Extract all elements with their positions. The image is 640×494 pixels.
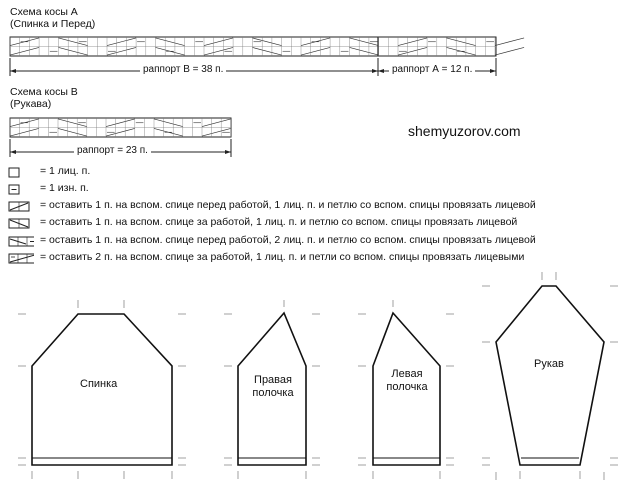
legend-cross-1-1-back (8, 216, 518, 230)
legend-text: = оставить 1 п. на вспом. спице перед работой, 2 лиц. п. и петлю со вспом. спицы провязать лицевой (40, 234, 536, 246)
chart-a-title: Схема косы А (Спинка и Перед) (10, 6, 96, 30)
sleeve-piece-label: Рукав (534, 358, 564, 370)
legend-text: = 1 изн. п. (40, 182, 89, 194)
legend-text: = оставить 2 п. на вспом. спице за работой, 1 лиц. п. и петли со вспом. спицы провязать лицевыми (40, 251, 525, 263)
repeat-b-label: раппорт В = 38 п. (140, 64, 226, 75)
legend-purl (8, 182, 89, 196)
back-piece-label: Спинка (80, 378, 118, 390)
dash-square-icon (8, 184, 34, 195)
legend-text: = оставить 1 п. на вспом. спице перед работой, 1 лиц. п. и петлю со вспом. спицы провязать лицевой (40, 199, 536, 211)
legend-knit (8, 165, 91, 179)
cross-2-1-back-icon (8, 253, 34, 264)
watermark: shemyuzorov.com (408, 123, 521, 139)
repeat-a-label: раппорт А = 12 п. (389, 64, 475, 75)
legend-text: = оставить 1 п. на вспом. спице за работой, 1 лиц. п. и петлю со вспом. спицы провязать лицевой (40, 216, 518, 228)
empty-square-icon (8, 167, 34, 178)
pattern-pieces (32, 286, 604, 465)
legend-cross-1-1-front (8, 199, 536, 213)
legend-cross-1-2-front (8, 234, 536, 248)
left-front-piece-label: Левая полочка (386, 368, 428, 393)
cross-1-1-front-icon (8, 201, 34, 212)
right-front-piece-label: Правая полочка (252, 374, 294, 399)
repeat-label: раппорт = 23 п. (74, 145, 151, 156)
sleeve-piece-outline (496, 286, 604, 465)
cross-1-1-back-icon (8, 218, 34, 229)
cross-1-2-front-icon (8, 236, 34, 247)
legend-cross-2-1-back (8, 251, 525, 265)
chart-b-title: Схема косы В (Рукава) (10, 86, 78, 110)
legend-text: = 1 лиц. п. (40, 165, 91, 177)
